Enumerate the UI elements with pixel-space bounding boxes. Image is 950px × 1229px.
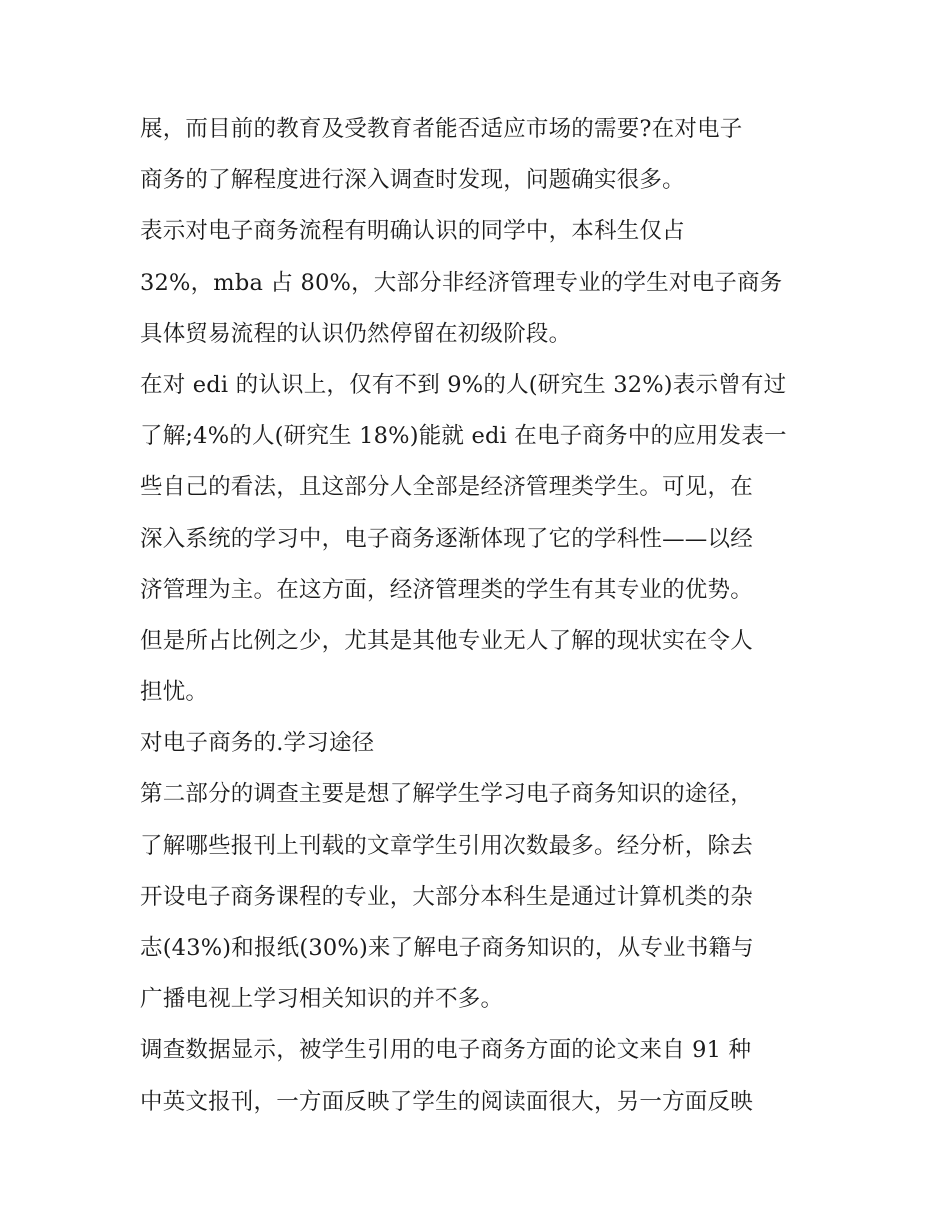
text-line: 了解哪些报刊上刊载的文章学生引用次数最多。经分析，除去 bbox=[140, 832, 753, 859]
text-line: 展，而目前的教育及受教育者能否适应市场的需要?在对电子 bbox=[140, 116, 743, 142]
body-text bbox=[140, 104, 830, 1128]
text-line: 调查数据显示，被学生引用的电子商务方面的论文来自 91 种 bbox=[140, 1037, 752, 1064]
text-line: 广播电视上学习相关知识的并不多。 bbox=[140, 986, 504, 1013]
text-line: 表示对电子商务流程有明确认识的同学中，本科生仅占 bbox=[140, 218, 685, 245]
section-heading: 对电子商务的.学习途径 bbox=[140, 730, 375, 757]
text-line: 志(43%)和报纸(30%)来了解电子商务知识的，从专业书籍与 bbox=[140, 935, 754, 961]
text-line: 济管理为主。在这方面，经济管理类的学生有其专业的优势。 bbox=[140, 576, 753, 603]
text-line: 但是所占比例之少，尤其是其他专业无人了解的现状实在令人 bbox=[140, 627, 753, 654]
text-line: 在对 edi 的认识上，仅有不到 9%的人(研究生 32%)表示曾有过 bbox=[140, 371, 787, 398]
text-line: 了解;4%的人(研究生 18%)能就 edi 在电子商务中的应用发表一 bbox=[140, 423, 787, 450]
text-line: 具体贸易流程的认识仍然停留在初级阶段。 bbox=[140, 320, 572, 347]
text-line: 些自己的看法，且这部分人全部是经济管理类学生。可见，在 bbox=[140, 474, 753, 501]
text-line: 开设电子商务课程的专业，大部分本科生是通过计算机类的杂 bbox=[140, 883, 753, 910]
text-line: 32%，mba 占 80%，大部分非经济管理专业的学生对电子商务 bbox=[140, 269, 783, 296]
text-line: 商务的了解程度进行深入调查时发现，问题确实很多。 bbox=[140, 167, 685, 194]
text-line: 中英文报刊，一方面反映了学生的阅读面很大，另一方面反映 bbox=[140, 1088, 753, 1115]
text-line: 第二部分的调查主要是想了解学生学习电子商务知识的途径， bbox=[140, 781, 753, 808]
text-line: 担忧。 bbox=[140, 679, 209, 706]
text-line: 深入系统的学习中，电子商务逐渐体现了它的学科性——以经 bbox=[140, 525, 753, 552]
